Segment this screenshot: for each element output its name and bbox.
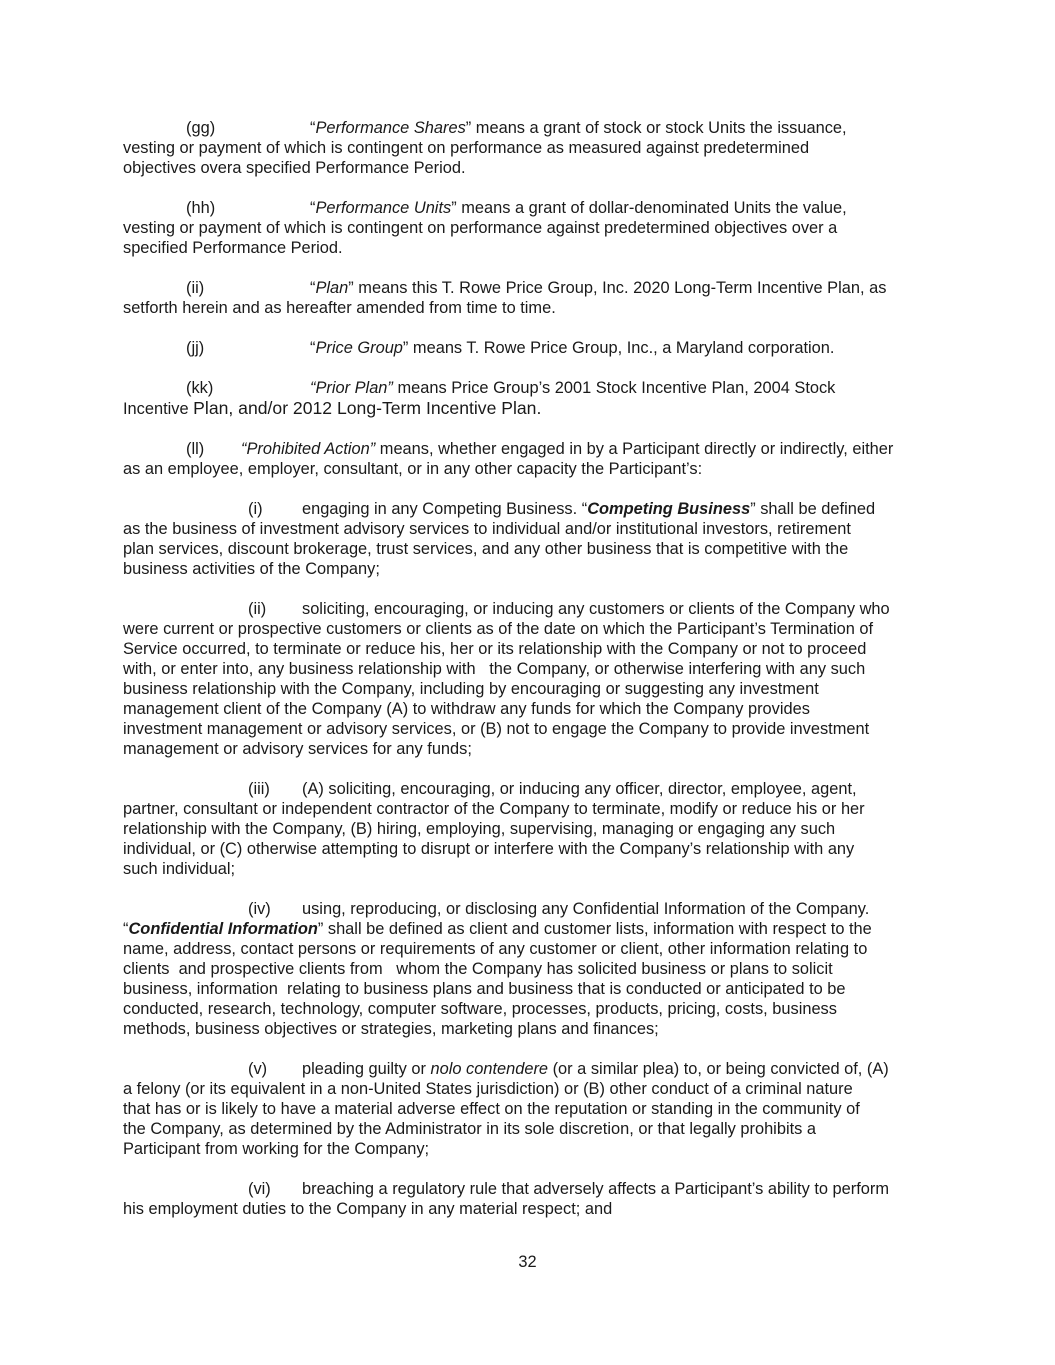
subclause-line: his employment duties to the Company in any material respect; and: [123, 1200, 613, 1218]
definition-text-large: Plan, and/or 2012 Long-Term Incentive Plan.: [193, 398, 542, 418]
definition-first-line: [123, 439, 933, 459]
subclause-line: such individual;: [123, 860, 236, 878]
definition-text-small: Incentive: [123, 400, 194, 418]
definition-first-line: [123, 278, 933, 298]
subclause-text: using, reproducing, or disclosing any Confidential Information of the Company.: [302, 900, 870, 918]
subclause-first-line: [123, 899, 933, 919]
subclause-line: a felony (or its equivalent in a non-United States jurisdiction) or (B) other conduct of a criminal nature: [123, 1080, 853, 1098]
open-quote: “: [310, 199, 316, 217]
subclause-line: business relationship with the Company, including by encouraging or suggesting any investment: [123, 680, 819, 698]
subclause-line: Service occurred, to terminate or reduce his, her or its relationship with the Company or not to proceed: [123, 640, 867, 658]
subclause-line: management or advisory services for any funds;: [123, 740, 472, 758]
subclause-line: were current or prospective customers or clients as of the date on which the Participant’s Termination of: [123, 620, 874, 638]
subclause-line: [123, 919, 933, 939]
definition-line: setforth herein and as hereafter amended from time to time.: [123, 299, 556, 317]
subclause-first-line: [123, 1059, 933, 1079]
definition-text: means, whether engaged in by a Participant directly or indirectly, either: [375, 440, 894, 458]
subclause-label: (iv): [248, 900, 271, 918]
definition-first-line: [123, 378, 933, 398]
subclause-first-line: [123, 499, 933, 519]
defined-term: Plan: [315, 279, 349, 297]
definition-line: as an employee, employer, consultant, or in any other capacity the Participant’s:: [123, 460, 703, 478]
definition-line: specified Performance Period.: [123, 239, 343, 257]
definition-text: ” means T. Rowe Price Group, Inc., a Maryland corporation.: [402, 339, 835, 357]
definition-prior-plan: [123, 378, 933, 419]
subclause-text: soliciting, encouraging, or inducing any customers or clients of the Company who: [302, 600, 890, 618]
subclause-regulatory-breach: [123, 1179, 933, 1219]
section-label: (hh): [186, 199, 216, 217]
subclause-first-line: [123, 599, 933, 619]
subclause-line: with, or enter into, any business relationship with the Company, or otherwise interfering with any such: [123, 660, 866, 678]
defined-term: Competing Business: [587, 500, 751, 518]
subclause-text: ” shall be defined: [750, 500, 876, 518]
section-label: (ii): [186, 279, 205, 297]
subclause-line: as the business of investment advisory services to individual and/or institutional investors, retirement: [123, 520, 851, 538]
defined-term: Price Group: [315, 339, 403, 357]
subclause-line: the Company, as determined by the Administrator in its sole discretion, or that legally prohibits a: [123, 1120, 816, 1138]
subclause-text: (or a similar plea) to, or being convicted of, (A): [548, 1060, 889, 1078]
subclause-line: clients and prospective clients from whom the Company has solicited business or plans to solicit: [123, 960, 833, 978]
defined-term: “Prohibited Action”: [241, 440, 376, 458]
section-label: (jj): [186, 339, 205, 357]
subclause-text: engaging in any Competing Business. “: [302, 500, 588, 518]
subclause-line: that has or is likely to have a material adverse effect on the reputation or standing in the community of: [123, 1100, 860, 1118]
subclause-text: breaching a regulatory rule that adversely affects a Participant’s ability to perform: [302, 1180, 890, 1198]
subclause-label: (vi): [248, 1180, 271, 1198]
latin-term: nolo contendere: [430, 1060, 549, 1078]
section-label: (ll): [186, 440, 205, 458]
definition-prohibited-action: [123, 439, 933, 479]
defined-term: Performance Units: [315, 199, 452, 217]
subclause-line: name, address, contact persons or requirements of any customer or client, other information relating to: [123, 940, 868, 958]
subclause-line: relationship with the Company, (B) hiring, employing, supervising, managing or engaging any such: [123, 820, 836, 838]
subclause-line: conducted, research, technology, computer software, processes, products, pricing, costs, business: [123, 1000, 837, 1018]
definition-text: ” means a grant of dollar-denominated Units the value,: [451, 199, 847, 217]
subclause-line: partner, consultant or independent contractor of the Company to terminate, modify or reduce his or her: [123, 800, 865, 818]
subclause-label: (iii): [248, 780, 270, 798]
definition-performance-shares: [123, 118, 933, 178]
page-number: 32: [518, 1253, 537, 1271]
defined-term: Confidential Information: [128, 920, 318, 938]
subclause-criminal-conduct: [123, 1059, 933, 1159]
definition-plan: [123, 278, 933, 318]
definition-line: objectives overa specified Performance Period.: [123, 159, 466, 177]
subclause-first-line: [123, 1179, 933, 1199]
definition-first-line: [123, 118, 933, 138]
subclause-soliciting-customers: [123, 599, 933, 759]
open-quote: “: [310, 339, 316, 357]
definition-first-line: [123, 198, 933, 218]
document-body: [123, 118, 933, 1239]
subclause-line: Participant from working for the Company;: [123, 1140, 430, 1158]
section-label: (kk): [186, 379, 214, 397]
subclause-text: (A) soliciting, encouraging, or inducing any officer, director, employee, agent,: [302, 780, 857, 798]
defined-term: “Prior Plan”: [310, 379, 393, 397]
definition-line: vesting or payment of which is contingent on performance as measured against predetermined: [123, 139, 810, 157]
subclause-text: pleading guilty or: [302, 1060, 431, 1078]
definition-line: vesting or payment of which is contingent on performance against predetermined objectives over a: [123, 219, 838, 237]
subclause-label: (i): [248, 500, 263, 518]
definition-performance-units: [123, 198, 933, 258]
definition-text: ” means a grant of stock or stock Units the issuance,: [465, 119, 847, 137]
subclause-text: ” shall be defined as client and customer lists, information with respect to the: [317, 920, 872, 938]
subclause-line: individual, or (C) otherwise attempting to disrupt or interfere with the Company’s relationship with any: [123, 840, 855, 858]
definition-text: ” means this T. Rowe Price Group, Inc. 2020 Long-Term Incentive Plan, as: [348, 279, 887, 297]
section-label: (gg): [186, 119, 216, 137]
subclause-line: management client of the Company (A) to withdraw any funds for which the Company provides: [123, 700, 810, 718]
subclause-line: business activities of the Company;: [123, 560, 380, 578]
open-quote: “: [310, 279, 316, 297]
subclause-label: (v): [248, 1060, 268, 1078]
subclause-label: (ii): [248, 600, 267, 618]
subclause-competing-business: [123, 499, 933, 579]
open-quote: “: [123, 920, 129, 938]
open-quote: “: [310, 119, 316, 137]
subclause-line: plan services, discount brokerage, trust services, and any other business that is competitive with the: [123, 540, 849, 558]
defined-term: Performance Shares: [315, 119, 466, 137]
subclause-line: methods, business objectives or strategies, marketing plans and finances;: [123, 1020, 659, 1038]
definition-line: [123, 398, 933, 419]
definition-text: means Price Group’s 2001 Stock Incentive Plan, 2004 Stock: [392, 379, 836, 397]
subclause-line: business, information relating to business plans and business that is conducted or anticipated to be: [123, 980, 846, 998]
definition-price-group: [123, 338, 933, 358]
definition-first-line: [123, 338, 933, 358]
subclause-soliciting-personnel: [123, 779, 933, 879]
subclause-confidential-information: [123, 899, 933, 1039]
subclause-line: investment management or advisory services, or (B) not to engage the Company to provide investment: [123, 720, 870, 738]
subclause-first-line: [123, 779, 933, 799]
